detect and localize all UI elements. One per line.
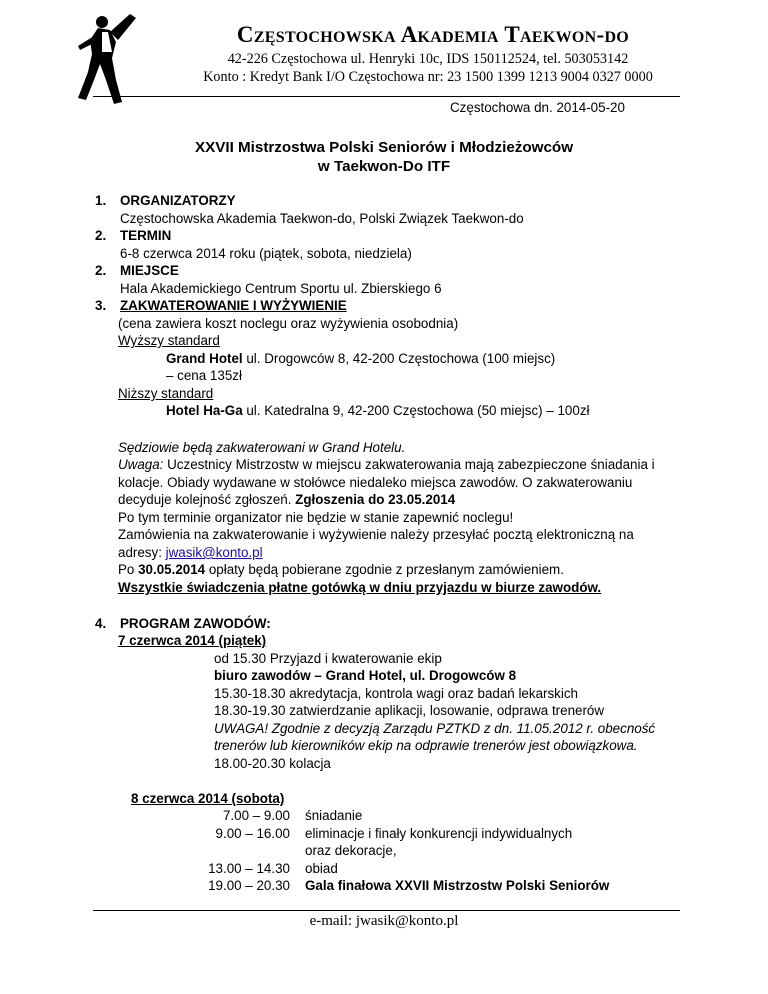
day1-item: biuro zawodów – Grand Hotel, ul. Drogowców 8 (214, 668, 517, 683)
section-heading-termin: TERMIN (120, 228, 172, 243)
day2-desc: śniadanie (305, 808, 363, 823)
hotel-address: ul. Katedralna 9, 42-200 Częstochowa (50 miejsc) – 100zł (242, 403, 590, 418)
section-heading-miejsce: MIEJSCE (120, 263, 179, 278)
uwaga-paragraph-line7 (118, 562, 564, 577)
email-link[interactable]: jwasik@konto.pl (165, 545, 263, 560)
uwaga-label: Uwaga: (118, 457, 164, 472)
document-date: Częstochowa dn. 2014-05-20 (450, 100, 625, 115)
document-title-line1: XXVII Mistrzostwa Polski Seniorów i Młodzieżowców (194, 139, 574, 156)
day2-time: 9.00 – 16.00 (215, 826, 290, 841)
taekwondo-kicker-icon (72, 6, 144, 108)
day1-item: 15.30-18.30 akredytacja, kontrola wagi oraz badań lekarskich (214, 686, 578, 701)
section-number: 4. (95, 616, 107, 631)
section-number: 3. (95, 298, 107, 313)
bank-account: Konto : Kredyt Bank I/O Częstochowa nr: 23 1500 1399 1213 9004 0327 0000 (203, 69, 653, 85)
day1-item: od 15.30 Przyjazd i kwaterowanie ekip (214, 651, 442, 666)
uwaga-paragraph-line2: kolacje. Obiady wydawane w stołówce niedaleko miejsca zawodów. O zakwaterowaniu (118, 475, 633, 490)
higher-standard-price: – cena 135zł (166, 368, 242, 383)
day2-desc: eliminacje i finały konkurencji indywidualnych (305, 826, 573, 841)
uwaga-paragraph-line1 (118, 457, 655, 472)
day1-item: 18.30-19.30 zatwierdzanie aplikacji, losowanie, odprawa trenerów (214, 703, 605, 718)
footer-email: e-mail: jwasik@konto.pl (309, 913, 459, 929)
header-divider (93, 96, 680, 97)
day1-label: 7 czerwca 2014 (piątek) (118, 633, 267, 648)
section-number: 2. (95, 263, 107, 278)
payment-text: opłaty będą pobierane zgodnie z przesłanym zamówieniem. (205, 562, 564, 577)
section-text: Hala Akademickiego Centrum Sportu ul. Zbierskiego 6 (120, 281, 442, 296)
section-number: 1. (95, 193, 107, 208)
uwaga-text: Uczestnicy Mistrzostw w miejscu zakwaterowania mają zabezpieczone śniadania i (163, 457, 655, 472)
day2-time: 13.00 – 14.30 (208, 861, 290, 876)
section-heading-program: PROGRAM ZAWODÓW: (120, 616, 271, 631)
higher-standard-label: Wyższy standard (118, 333, 220, 348)
price-note: (cena zawiera koszt noclegu oraz wyżywienia osobodnia) (118, 316, 459, 331)
day1-item: UWAGA! Zgodnie z decyzją Zarządu PZTKD z dn. 11.05.2012 r. obecność (214, 721, 656, 736)
payment-notice: Wszystkie świadczenia płatne gotówką w dniu przyjazdu w biurze zawodów. (118, 580, 602, 595)
hotel-name: Hotel Ha-Ga (166, 403, 243, 418)
lower-standard-label: Niższy standard (118, 386, 214, 401)
higher-standard-hotel (166, 351, 555, 366)
judges-note: Sędziowie będą zakwaterowani w Grand Hotelu. (118, 440, 406, 455)
lower-standard-hotel (166, 403, 590, 418)
after-label: Po (118, 562, 139, 577)
section-text: 6-8 czerwca 2014 roku (piątek, sobota, niedziela) (120, 246, 412, 261)
uwaga-paragraph-line4: Po tym terminie organizator nie będzie w stanie zapewnić noclegu! (118, 510, 514, 525)
section-heading-organizatorzy: ORGANIZATORZY (120, 193, 236, 208)
uwaga-paragraph-line5: Zamówienia na zakwaterowanie i wyżywienie należy przesyłać pocztą elektroniczną na (118, 527, 634, 542)
day2-time: 19.00 – 20.30 (208, 878, 290, 893)
day2-time: 7.00 – 9.00 (222, 808, 290, 823)
document-title-line2: w Taekwon-Do ITF (317, 158, 451, 175)
deadline: Zgłoszenia do 23.05.2014 (295, 492, 456, 507)
footer-divider (93, 910, 680, 911)
organization-name: Częstochowska Akademia Taekwon-do (236, 22, 630, 47)
uwaga-paragraph-line3 (118, 492, 455, 507)
hotel-address: ul. Drogowców 8, 42-200 Częstochowa (100 miejsc) (242, 351, 556, 366)
day2-desc: obiad (305, 861, 338, 876)
section-text: Częstochowska Akademia Taekwon-do, Polski Związek Taekwon-do (120, 211, 524, 226)
organization-address: 42-226 Częstochowa ul. Henryki 10c, IDS 150112524, tel. 503053142 (227, 51, 629, 67)
day2-desc: Gala finałowa XXVII Mistrzostw Polski Seniorów (305, 878, 610, 893)
day2-desc: oraz dekoracje, (305, 843, 397, 858)
section-number: 2. (95, 228, 107, 243)
order-note: decyduje kolejność zgłoszeń. (118, 492, 296, 507)
uwaga-paragraph-line6 (118, 545, 263, 560)
day1-item: trenerów lub kierowników ekip na odprawie trenerów jest obowiązkowa. (214, 738, 638, 753)
payment-date: 30.05.2014 (138, 562, 206, 577)
day2-label: 8 czerwca 2014 (sobota) (131, 791, 285, 806)
addresses-label: adresy: (118, 545, 166, 560)
hotel-name: Grand Hotel (166, 351, 243, 366)
section-heading-zakwaterowanie: ZAKWATEROWANIE I WYŻYWIENIE (120, 298, 347, 313)
day1-item: 18.00-20.30 kolacja (214, 756, 331, 771)
